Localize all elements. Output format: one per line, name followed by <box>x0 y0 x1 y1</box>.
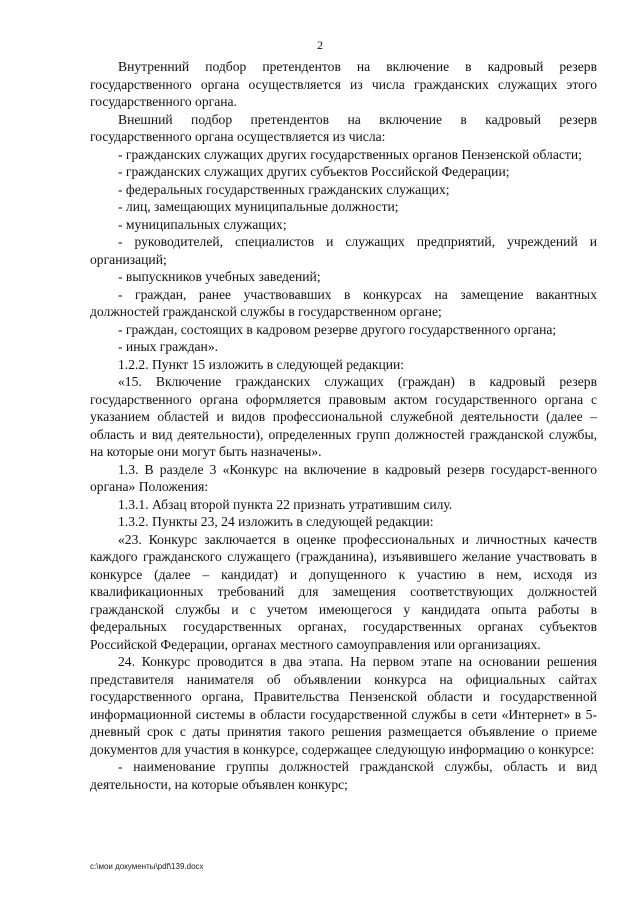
list-item: - наименование группы должностей гражданской службы, область и вид деятельности, на которые объявлен конкурс; <box>90 759 597 792</box>
list-item: - муниципальных служащих; <box>118 216 287 232</box>
footer-file-path: c:\мои документы\pdf\139.docx <box>90 862 204 871</box>
list-item: - граждан, ранее участвовавших в конкурсах на замещение вакантных должностей гражданской службы в государственном органе; <box>90 286 597 319</box>
paragraph: «15. Включение гражданских служащих (граждан) в кадровый резерв государственного органа оформляется правовым актом государственного органа с указанием областей и видов профессиональной служебной деятельности (далее – область и вид деятельности), определенных групп должностей гражданской службы, на которые они могут быть назначены». <box>90 374 597 459</box>
list-item: - лиц, замещающих муниципальные должности; <box>118 199 399 214</box>
paragraph: 1.3.1. Абзац второй пункта 22 признать утратившим силу. <box>118 496 453 512</box>
paragraph: 1.3.2. Пункты 23, 24 изложить в следующей редакции: <box>118 514 434 529</box>
paragraph: «23. Конкурс заключается в оценке профессиональных и личностных качеств каждого гражданского служащего (гражданина), изъявившего желание участвовать в конкурсе (далее – кандидат) и допущенного к участию в нем, исходя из квалификационных требований для замещения соответствующих должностей гражданской службы и с учетом имеющегося у кандидата опыта работы в федеральных государственных органах, государственных органах субъектов Российской Федерации, органах местного самоуправления или организациях. <box>90 531 597 652</box>
list-item: - руководителей, специалистов и служащих предприятий, учреждений и организаций; <box>90 234 597 267</box>
list-item: - гражданских служащих других субъектов Российской Федерации; <box>118 164 510 179</box>
paragraph: Внешний подбор претендентов на включение в кадровый резерв государственного органа осуществляется из числа: <box>90 111 597 144</box>
paragraph: Внутренний подбор претендентов на включение в кадровый резерв государственного органа осуществляется из числа гражданских служащих этого государственного органа. <box>90 59 597 109</box>
paragraph: 1.2.2. Пункт 15 изложить в следующей редакции: <box>118 356 405 372</box>
page-number: 2 <box>317 38 323 52</box>
list-item: - иных граждан». <box>118 339 219 354</box>
list-item: - граждан, состоящих в кадровом резерве другого государственного органа; <box>118 321 557 337</box>
list-item: - федеральных государственных гражданских служащих; <box>118 181 450 197</box>
paragraph: 24. Конкурс проводится в два этапа. На первом этапе на основании решения представителя нанимателя об объявлении конкурса на официальных сайтах государственного органа, Правительства Пензенской области и государственной информационной системы в области государственной службы в сети «Интернет» в 5-дневный срок с даты принятия такого решения размещается объявление о приеме документов для участия в конкурсе, содержащее следующую информацию о конкурсе: <box>90 654 597 757</box>
paragraph: 1.3. В разделе 3 «Конкурс на включение в кадровый резерв государст-венного органа» Положения: <box>90 461 597 494</box>
list-item: - гражданских служащих других государственных органов Пензенской области; <box>118 146 582 162</box>
document-body <box>90 58 597 793</box>
list-item: - выпускников учебных заведений; <box>118 269 321 284</box>
